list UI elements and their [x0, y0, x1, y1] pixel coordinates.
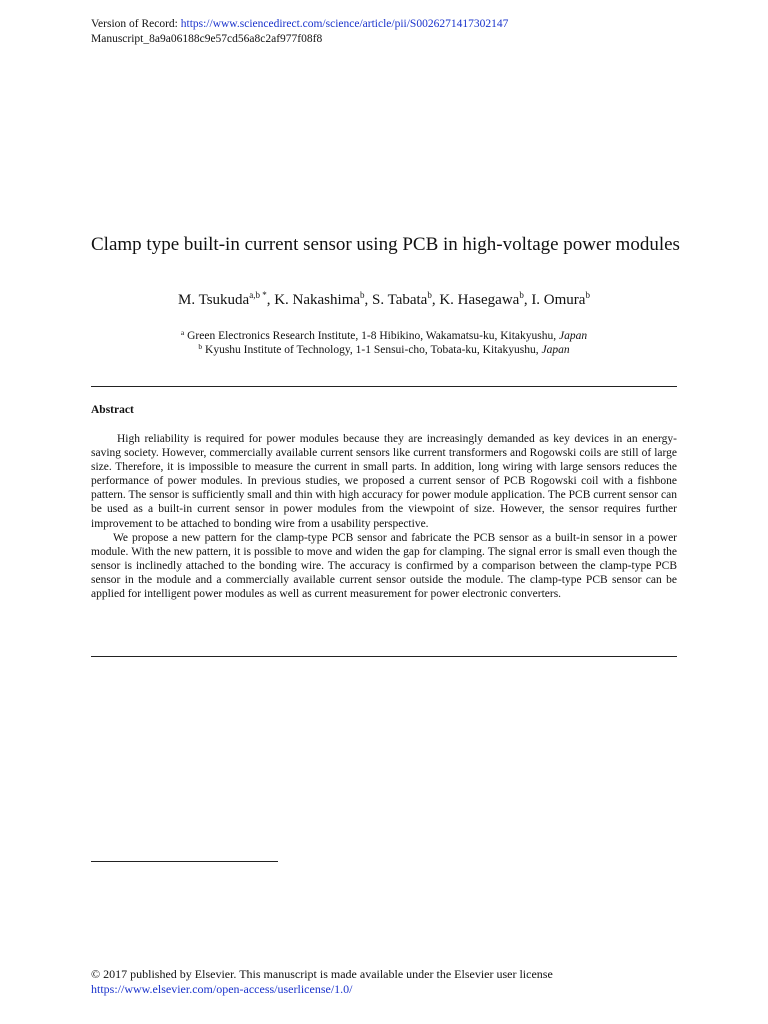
- footnote-rule: [91, 861, 278, 862]
- version-of-record: [91, 17, 508, 31]
- abstract-body: [91, 432, 677, 601]
- manuscript-id: Manuscript_8a9a06188c9e57cd56a8c2af977f08f8: [91, 33, 323, 45]
- author-name: I. Omura: [531, 292, 586, 308]
- author-affiliation-mark: b: [427, 290, 432, 300]
- author-list: M. Tsukuda$^{a,b *}$, K. Nakashima$^b$, S. Tabata$^b$, K. Hasegawa$^b$, I. Omura$^b$: [178, 290, 590, 308]
- author-name: K. Nakashima: [274, 292, 361, 308]
- version-label: Version of Record:: [91, 18, 181, 30]
- license-text: © 2017 published by Elsevier. This manuscript is made available under the Elsevier user license: [91, 967, 553, 981]
- abstract-paragraph-1: High reliability is required for power modules because they are increasingly demanded as key devices in an energy-saving society. However, commercially available current sensors like current transformers and Rogowski coils are still of large size. Therefore, it is impossible to measure the current in small parts. In addition, long wiring with large sensors reduces the performance of power modules. In previous studies, we proposed a current sensor of PCB Rogowski coil with a fishbone pattern. The sensor is sufficiently small and thin with high accuracy for power module application. The PCB current sensor can be used as a built-in current sensor in power modules from the viewpoint of size. However, the sensor requires further improvement to be attached to bonding wire from a usability perspective.: [91, 433, 677, 530]
- abstract-paragraph-2: We propose a new pattern for the clamp-type PCB sensor and fabricate the PCB sensor as a built-in sensor in a power module. With the new pattern, it is possible to move and widen the gap for clamping. The signal error is small even though the sensor is inclinedly attached to the bonding wire. The accuracy is confirmed by a comparison between the clamp-type PCB sensor in the module and a commercially available current sensor outside the module. The clamp-type PCB sensor can be applied for intelligent power modules as well as current measurement for power electronic converters.: [91, 531, 677, 601]
- abstract-heading: Abstract: [91, 404, 134, 416]
- author-affiliation-mark: b: [585, 290, 590, 300]
- author-name: S. Tabata: [372, 292, 428, 308]
- affiliation-mark: b: [198, 342, 203, 351]
- author-affiliation-mark: b: [360, 290, 365, 300]
- affiliation-text: Green Electronics Research Institute, 1-8 Hibikino, Wakamatsu-ku, Kitakyushu,: [187, 330, 559, 342]
- author-affiliation-mark: b: [519, 290, 524, 300]
- version-url-link[interactable]: https://www.sciencedirect.com/science/article/pii/S0026271417302147: [180, 18, 509, 30]
- top-divider: [91, 386, 677, 387]
- affiliation-b: [0, 343, 768, 358]
- paper-title: Clamp type built-in current sensor using PCB in high-voltage power modules: [91, 234, 680, 255]
- author-name: K. Hasegawa: [439, 292, 520, 308]
- affiliation-country: Japan: [559, 330, 588, 342]
- affiliation-a: [0, 329, 768, 344]
- author-name: M. Tsukuda: [178, 292, 250, 308]
- bottom-divider: [91, 656, 677, 657]
- author-affiliation-mark: a,b *: [249, 290, 267, 300]
- affiliation-mark: a: [180, 328, 185, 337]
- affiliation-country: Japan: [541, 344, 570, 356]
- license-url-link[interactable]: https://www.elsevier.com/open-access/userlicense/1.0/: [91, 982, 353, 996]
- affiliation-text: Kyushu Institute of Technology, 1-1 Sensui-cho, Tobata-ku, Kitakyushu,: [205, 344, 542, 356]
